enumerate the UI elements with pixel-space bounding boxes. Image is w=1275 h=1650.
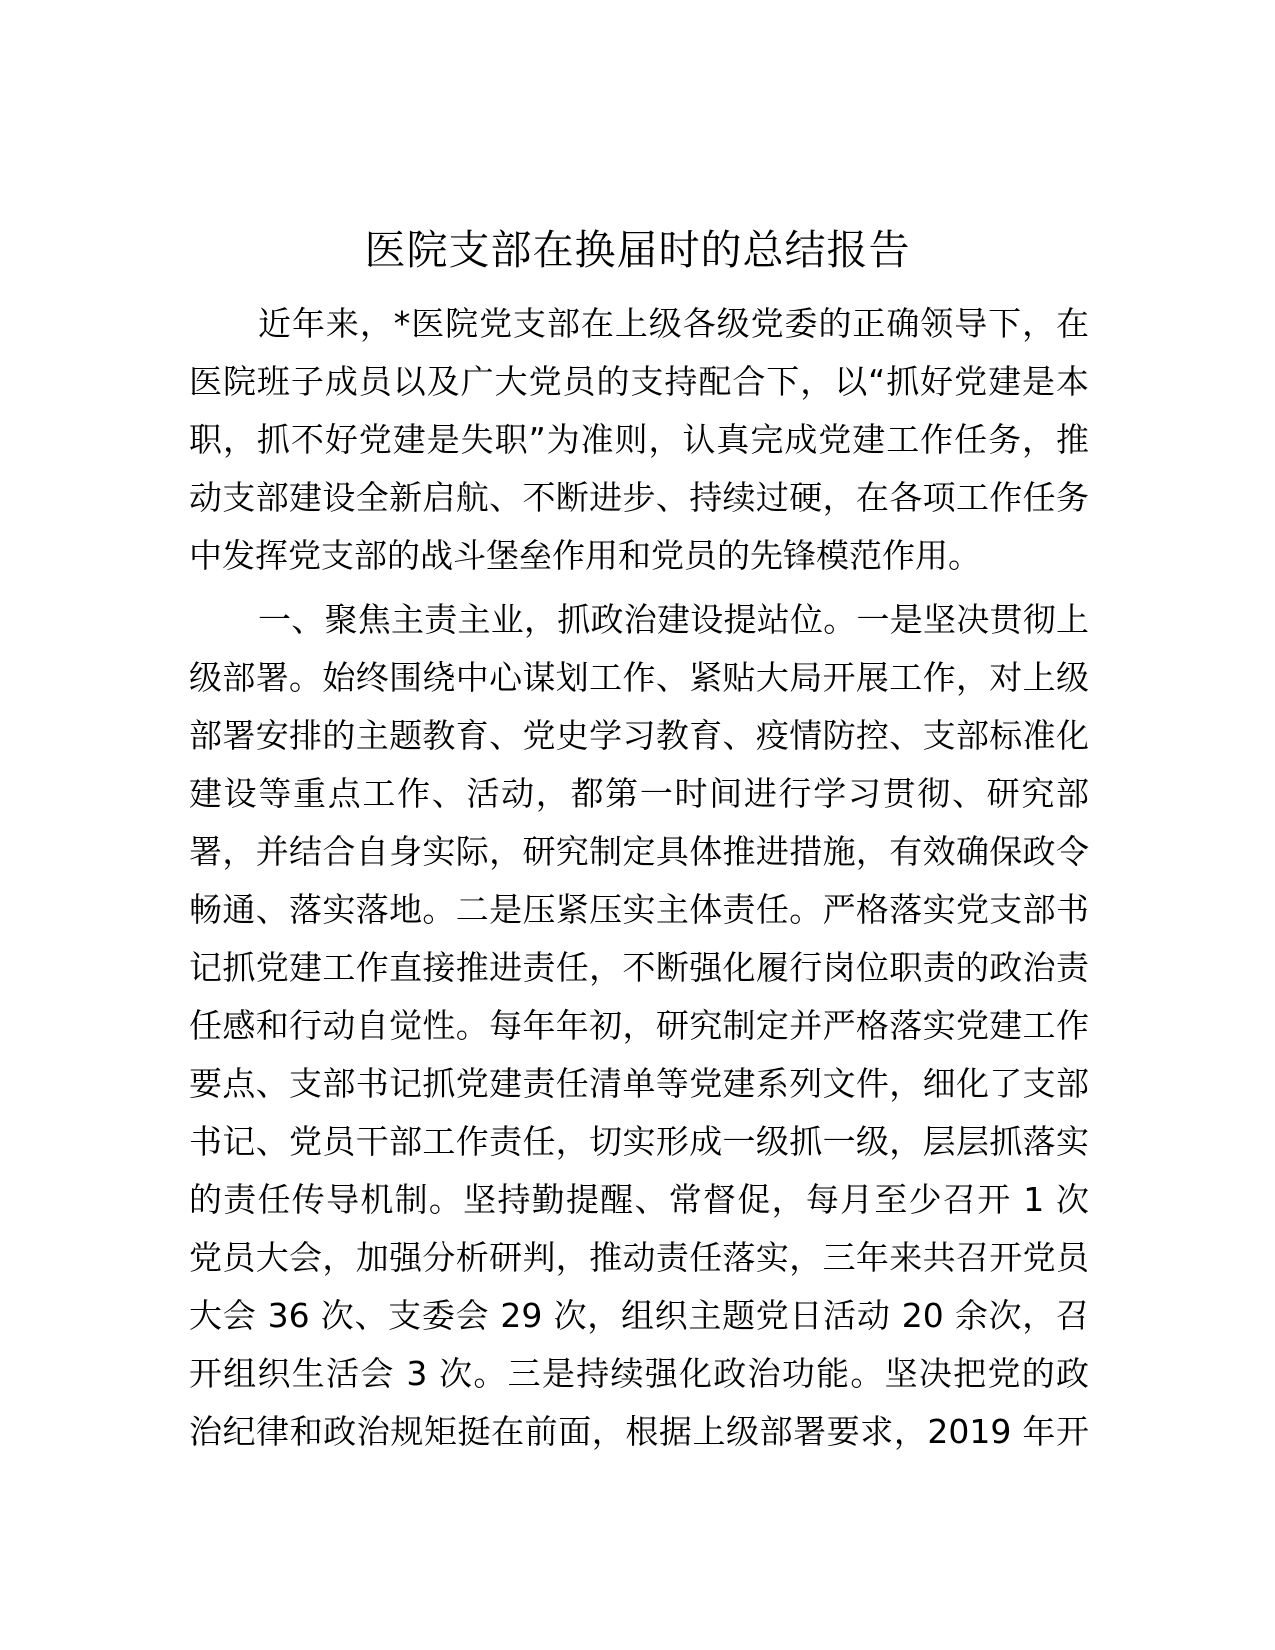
paragraph-1-line-3: 职，抓不好党建是失职”为准则，认真完成党建工作任务，推 [189,420,1089,459]
paragraph-2-line-6: 畅通、落实落地。二是压紧压实主体责任。严格落实党支部书 [189,890,1089,929]
paragraph-2-line-10: 书记、党员干部工作责任，切实形成一级抓一级，层层抓落实 [189,1122,1089,1161]
paragraph-1-line-5: 中发挥党支部的战斗堡垒作用和党员的先锋模范作用。 [189,536,981,575]
paragraph-1-line-1: 近年来，*医院党支部在上级各级党委的正确领导下，在 [258,304,1089,343]
paragraph-2-line-14: 开组织生活会 3 次。三是持续强化政治功能。坚决把党的政 [189,1354,1089,1393]
paragraph-2-line-11: 的责任传导机制。坚持勤提醒、常督促，每月至少召开 1 次 [189,1180,1089,1219]
paragraph-2-line-5: 署，并结合自身实际，研究制定具体推进措施，有效确保政令 [189,832,1089,871]
paragraph-2-line-3: 部署安排的主题教育、党史学习教育、疫情防控、支部标准化 [189,716,1089,755]
paragraph-2-line-2: 级部署。始终围绕中心谋划工作、紧贴大局开展工作，对上级 [189,658,1089,697]
paragraph-2-line-9: 要点、支部书记抓党建责任清单等党建系列文件，细化了支部 [189,1064,1089,1103]
paragraph-2-line-7: 记抓党建工作直接推进责任，不断强化履行岗位职责的政治责 [189,948,1089,987]
paragraph-1-line-2: 医院班子成员以及广大党员的支持配合下，以“抓好党建是本 [189,362,1089,401]
paragraph-2-line-13: 大会 36 次、支委会 29 次，组织主题党日活动 20 余次，召 [189,1296,1089,1335]
paragraph-2-line-8: 任感和行动自觉性。每年年初，研究制定并严格落实党建工作 [189,1006,1089,1045]
paragraph-1-line-4: 动支部建设全新启航、不断进步、持续过硬，在各项工作任务 [189,478,1089,517]
paragraph-2-line-4: 建设等重点工作、活动，都第一时间进行学习贯彻、研究部 [189,774,1089,813]
paragraph-2-line-12: 党员大会，加强分析研判，推动责任落实，三年来共召开党员 [189,1238,1089,1277]
paragraph-2-line-1: 一、聚焦主责主业，抓政治建设提站位。一是坚决贯彻上 [258,600,1089,639]
paragraph-2-line-15: 治纪律和政治规矩挺在前面，根据上级部署要求，2019 年开 [189,1412,1089,1451]
document-title: 医院支部在换届时的总结报告 [364,226,911,274]
